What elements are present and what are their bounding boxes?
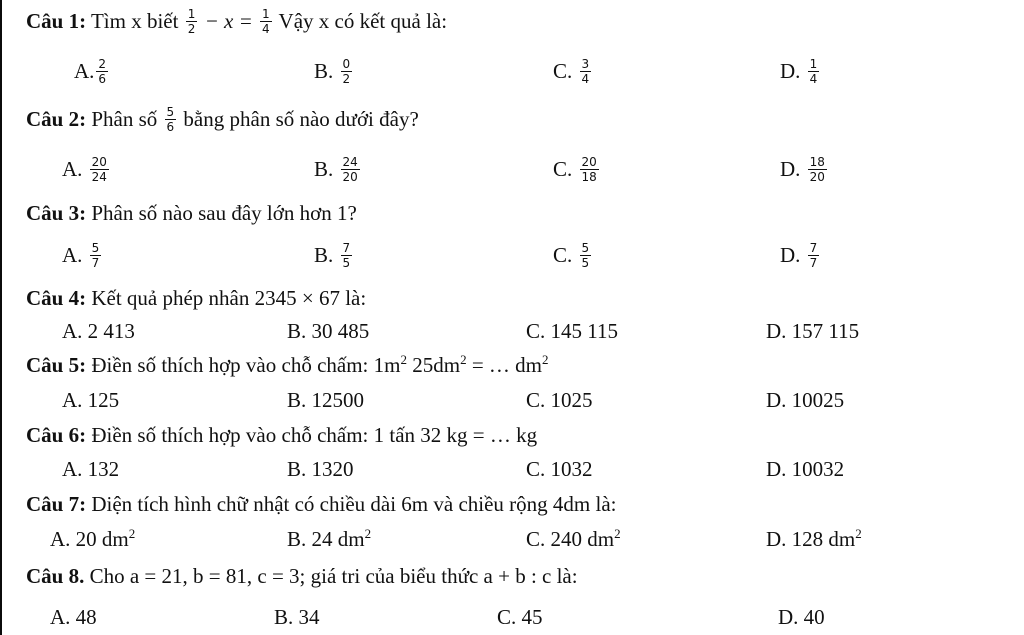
superscript: 2 — [364, 526, 372, 541]
option-label: D. — [780, 157, 801, 181]
option-c: C. 45 — [497, 605, 543, 629]
option-d: D. 40 — [778, 605, 825, 629]
question-number: Câu 1: — [26, 9, 87, 33]
denominator: 7 — [91, 255, 100, 270]
option-text: A. 20 dm — [50, 527, 129, 551]
superscript: 2 — [855, 526, 862, 541]
question-number: Câu 8. — [26, 564, 85, 588]
option-b — [314, 58, 354, 88]
denominator: 2 — [342, 71, 351, 86]
question-number: Câu 5: — [26, 353, 87, 377]
denominator: 18 — [581, 169, 597, 184]
option-a — [62, 156, 111, 186]
denominator: 5 — [342, 255, 351, 270]
question-7 — [26, 491, 617, 517]
numerator: 20 — [91, 154, 107, 169]
question-text: Kết quả phép nhân 2345 × 67 là: — [91, 286, 367, 310]
denominator: 6 — [166, 119, 175, 134]
option-a: A. 125 — [62, 388, 120, 412]
fraction — [808, 57, 820, 86]
numerator: 1 — [262, 6, 270, 21]
fraction — [165, 105, 177, 134]
option-c — [553, 58, 593, 88]
question-number: Câu 3: — [26, 201, 87, 225]
question-text: = … dm — [466, 353, 542, 377]
option-label: A. — [74, 59, 95, 83]
denominator: 7 — [809, 255, 818, 270]
superscript: 2 — [128, 526, 136, 541]
question-text: Vậy x có kết quả là: — [278, 9, 448, 33]
fraction — [341, 241, 353, 270]
numerator: 0 — [342, 56, 351, 71]
numerator: 5 — [91, 240, 100, 255]
superscript: 2 — [400, 352, 407, 367]
question-8 — [26, 563, 578, 589]
option-label: C. — [553, 157, 573, 181]
question-number: Câu 4: — [26, 286, 87, 310]
denominator: 4 — [262, 21, 270, 36]
option-text: D. 128 dm — [766, 527, 856, 551]
option-b: B. 34 — [274, 605, 320, 629]
option-label: B. — [314, 157, 334, 181]
option-a — [62, 242, 103, 272]
question-4 — [26, 285, 366, 311]
option-label: D. — [780, 59, 801, 83]
fraction — [341, 57, 353, 86]
superscript: 2 — [542, 352, 549, 367]
option-b — [287, 526, 371, 552]
option-d: D. 10025 — [766, 388, 845, 412]
fraction — [260, 7, 272, 36]
denominator: 2 — [187, 21, 196, 36]
numerator: 1 — [187, 6, 196, 21]
option-b — [314, 156, 362, 186]
option-text: B. 24 dm — [287, 527, 365, 551]
question-text: Phân số nào sau đây lớn hơn 1? — [91, 201, 357, 225]
option-d — [780, 242, 821, 272]
option-c — [553, 242, 593, 272]
option-d: D. 157 115 — [766, 319, 860, 343]
denominator: 20 — [809, 169, 825, 184]
option-label: B. — [314, 59, 334, 83]
denominator: 6 — [98, 71, 107, 86]
worksheet-page — [2, 0, 1024, 635]
option-label: C. — [553, 59, 573, 83]
question-6 — [26, 422, 537, 448]
question-5 — [26, 352, 549, 378]
denominator: 24 — [91, 169, 107, 184]
option-label: B. — [314, 243, 334, 267]
question-number: Câu 6: — [26, 423, 87, 447]
option-label: D. — [780, 243, 801, 267]
numerator: 2 — [98, 56, 107, 71]
option-d — [780, 156, 829, 186]
option-d: D. 10032 — [766, 457, 845, 481]
option-b — [314, 242, 354, 272]
option-text: C. 240 dm — [526, 527, 615, 551]
fraction — [580, 57, 592, 86]
fraction — [186, 7, 198, 36]
option-a: A. 2 413 — [62, 319, 135, 343]
question-1 — [26, 8, 447, 38]
question-3 — [26, 200, 357, 226]
option-label: A. — [62, 157, 83, 181]
option-c: C. 145 115 — [526, 319, 618, 343]
question-2 — [26, 106, 419, 136]
fraction — [580, 241, 592, 270]
question-text: Cho a = 21, b = 81, c = 3; giá tri của biểu thức a + b : c là: — [89, 564, 578, 588]
question-text: Phân số — [91, 107, 158, 131]
numerator: 18 — [809, 154, 825, 169]
option-c — [553, 156, 601, 186]
numerator: 7 — [809, 240, 818, 255]
numerator: 24 — [342, 154, 358, 169]
question-text: Diện tích hình chữ nhật có chiều dài 6m và chiều rộng 4dm là: — [91, 492, 617, 516]
question-number: Câu 2: — [26, 107, 87, 131]
option-a: A. 132 — [62, 457, 120, 481]
option-b: B. 30 485 — [287, 319, 370, 343]
option-b: B. 1320 — [287, 457, 354, 481]
denominator: 20 — [342, 169, 358, 184]
equation-part: − x = — [204, 9, 253, 33]
option-b: B. 12500 — [287, 388, 365, 412]
question-number: Câu 7: — [26, 492, 87, 516]
option-c: C. 1025 — [526, 388, 593, 412]
question-text: 25dm — [406, 353, 461, 377]
numerator: 5 — [166, 104, 175, 119]
option-a — [50, 526, 135, 552]
option-d — [766, 526, 862, 552]
superscript: 2 — [614, 526, 621, 541]
numerator: 7 — [342, 240, 351, 255]
option-c: C. 1032 — [526, 457, 593, 481]
numerator: 5 — [581, 240, 590, 255]
question-text: Điền số thích hợp vào chỗ chấm: 1m — [91, 353, 401, 377]
option-d — [780, 58, 821, 88]
option-c — [526, 526, 621, 552]
numerator: 3 — [581, 56, 590, 71]
option-label: A. — [62, 243, 83, 267]
question-text: bằng phân số nào dưới đây? — [183, 107, 419, 131]
option-a: A. 48 — [50, 605, 97, 629]
fraction — [96, 57, 108, 86]
fraction — [580, 155, 599, 184]
denominator: 4 — [581, 71, 590, 86]
fraction — [808, 241, 820, 270]
question-text: Điền số thích hợp vào chỗ chấm: 1 tấn 32 kg = … kg — [91, 423, 538, 447]
fraction — [341, 155, 360, 184]
fraction — [90, 241, 102, 270]
question-text: Tìm x biết — [90, 9, 179, 33]
fraction — [90, 155, 109, 184]
denominator: 5 — [581, 255, 590, 270]
denominator: 4 — [809, 71, 818, 86]
numerator: 1 — [809, 56, 818, 71]
fraction — [808, 155, 827, 184]
numerator: 20 — [581, 154, 597, 169]
option-label: C. — [553, 243, 573, 267]
option-a — [74, 58, 110, 88]
superscript: 2 — [460, 352, 467, 367]
